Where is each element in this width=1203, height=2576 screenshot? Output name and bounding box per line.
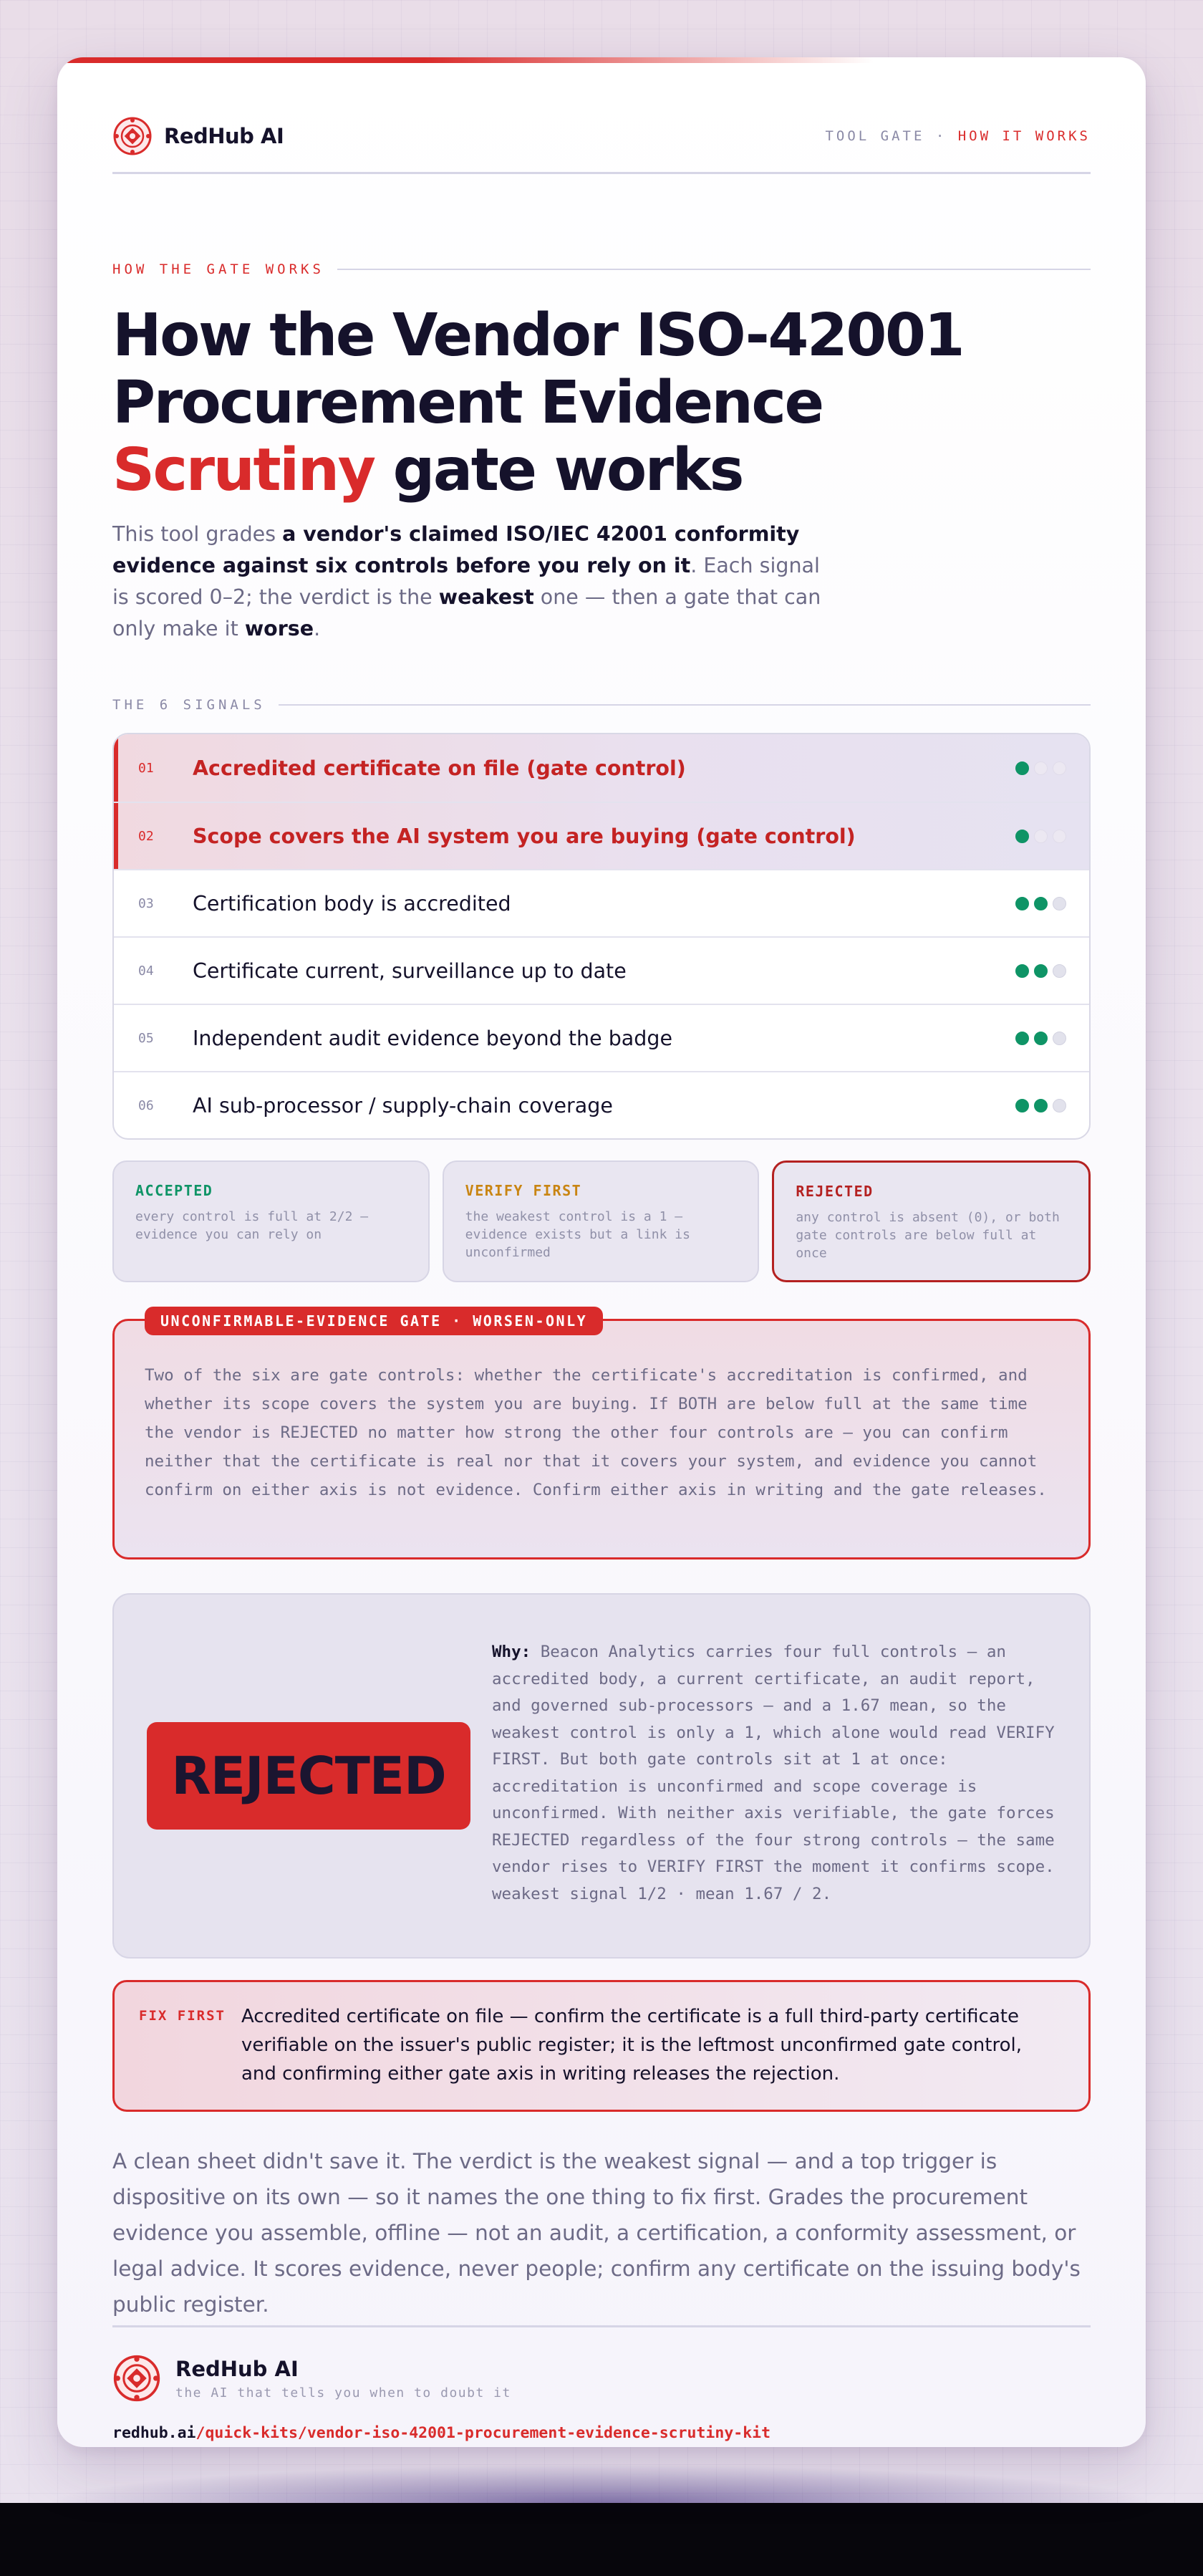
signal-row	[114, 802, 1089, 869]
signal-score-dots	[1015, 830, 1089, 843]
why-label: Why:	[492, 1643, 531, 1661]
eyebrow	[112, 261, 1091, 277]
score-dot-empty	[1053, 1032, 1066, 1045]
key-accepted-desc: every control is full at 2/2 — evidence you can rely on	[135, 1209, 369, 1242]
signal-number: 03	[138, 895, 154, 911]
lede-bold: a vendor's claimed ISO/IEC 42001 conformity evidence against six controls before you rely on it	[112, 522, 800, 577]
score-dot-empty	[1053, 1099, 1066, 1112]
gate-text: Two of the six are gate controls: whether the certificate's accreditation is confirmed, and whether its scope covers the system you are buying. If BOTH are below full at the same time the vendor is REJECTED no matter how strong the other four controls are — you can confirm neither that the certificate is real nor that it covers your system, and evidence you cannot confirm on either axis is not evidence. Confirm either axis in writing and the gate releases.	[145, 1366, 1047, 1499]
eyebrow-rule	[337, 269, 1091, 270]
title-line-1: How the Vendor ISO-42001	[112, 302, 964, 370]
gate-explainer	[112, 1312, 1091, 1559]
signal-row	[114, 734, 1089, 802]
brand-name: RedHub AI	[164, 124, 284, 148]
score-dot-filled	[1034, 1099, 1048, 1112]
score-dot-filled	[1015, 1099, 1029, 1112]
score-dot-filled	[1034, 897, 1048, 910]
lede-part: .	[314, 617, 321, 640]
breadcrumb-separator: ·	[924, 128, 958, 144]
bottom-bar	[0, 2503, 1203, 2576]
score-dot-empty	[1034, 761, 1048, 775]
signals-table	[112, 733, 1091, 1140]
signal-label: AI sub-processor / supply-chain coverage	[193, 1093, 613, 1118]
breadcrumb-prefix[interactable]: TOOL GATE	[825, 128, 925, 144]
score-dot-empty	[1053, 964, 1066, 978]
key-rejected	[772, 1160, 1091, 1282]
redhub-logo-icon	[112, 116, 153, 156]
brand[interactable]	[112, 116, 284, 156]
title-highlight: Scrutiny	[112, 436, 375, 504]
signal-row	[114, 1004, 1089, 1071]
page-title	[112, 302, 1091, 504]
verdict-stamp-text: REJECTED	[171, 1746, 446, 1806]
eyebrow-text: HOW THE GATE WORKS	[112, 261, 324, 277]
lede-bold: weakest	[438, 585, 534, 609]
signal-score-dots	[1015, 1099, 1089, 1112]
footer-brand[interactable]	[112, 2354, 511, 2403]
lede-bold: worse	[244, 617, 314, 640]
signal-label: Scope covers the AI system you are buying (gate control)	[193, 824, 856, 848]
signal-score-dots	[1015, 761, 1089, 775]
lede-part: one — then a gate that can only make it	[112, 585, 821, 640]
score-dot-empty	[1034, 830, 1048, 843]
key-verify-desc: the weakest control is a 1 — evidence exists but a link is unconfirmed	[465, 1209, 690, 1260]
gate-tag: UNCONFIRMABLE-EVIDENCE GATE · WORSEN-ONLY	[145, 1307, 603, 1335]
signals-label-rule	[279, 704, 1091, 706]
score-dot-empty	[1053, 897, 1066, 910]
signal-score-dots	[1015, 964, 1089, 978]
main-card	[57, 57, 1146, 2447]
closing-paragraph: A clean sheet didn't save it. The verdict is the weakest signal — and a top trigger is dispositive on its own — so it names the one thing to fix first. Grades the procurement evidence you assemble, offline — not an audit, a certification, a conformity assessment, or legal advice. It scores evidence, never people; confirm any certificate on the issuing body's public register.	[112, 2149, 1081, 2317]
redhub-logo-icon	[112, 2354, 161, 2403]
score-dot-filled	[1015, 830, 1029, 843]
signals-label-text: THE 6 SIGNALS	[112, 697, 266, 713]
verdict-panel	[112, 1593, 1091, 1959]
title-rest: gate works	[374, 436, 743, 504]
header-divider	[112, 172, 1091, 174]
score-dot-filled	[1034, 1032, 1048, 1045]
fix-first-tag: FIX FIRST	[139, 2008, 226, 2024]
score-dot-empty	[1053, 830, 1066, 843]
why-text: Beacon Analytics carries four full controls — an accredited body, a current certificate, an audit report, and governed sub-processors — and a 1.67 mean, so the weakest control is only a 1, which alone would read VERIFY FIRST. But both gate controls sit at 1 at once: accreditation is unconfirmed and scope coverage is unconfirmed. With neither axis verifiable, the gate forces REJECTED regardless of the four strong controls — the same vendor rises to VERIFY FIRST the moment it confirms scope. weakest signal 1/2 · mean 1.67 / 2.	[492, 1643, 1055, 1903]
signal-score-dots	[1015, 1032, 1089, 1045]
score-dot-filled	[1015, 897, 1029, 910]
score-dot-filled	[1015, 1032, 1029, 1045]
verdict-stamp	[147, 1722, 470, 1830]
header	[112, 110, 1091, 162]
footer-brand-text	[175, 2357, 511, 2400]
signal-label: Independent audit evidence beyond the badge	[193, 1026, 672, 1050]
title-line-2: Procurement Evidence	[112, 369, 823, 437]
lede	[112, 519, 836, 645]
lede-part: . Each signal is scored 0–2; the verdict is the	[112, 554, 820, 609]
key-accepted-title: ACCEPTED	[135, 1182, 213, 1199]
score-dot-empty	[1053, 761, 1066, 775]
breadcrumb-active[interactable]: HOW IT WORKS	[957, 128, 1091, 144]
signal-row	[114, 869, 1089, 936]
url-host: redhub.ai	[112, 2424, 196, 2442]
signal-row	[114, 936, 1089, 1004]
score-dot-filled	[1034, 964, 1048, 978]
verdict-keys	[112, 1160, 1091, 1282]
key-verify-title: VERIFY FIRST	[465, 1182, 582, 1199]
signal-label: Accredited certificate on file (gate control)	[193, 756, 686, 780]
breadcrumb	[825, 128, 1091, 144]
url-path: /quick-kits/vendor-iso-42001-procurement-evidence-scrutiny-kit	[195, 2424, 771, 2442]
signal-score-dots	[1015, 897, 1089, 910]
footer-brand-name: RedHub AI	[175, 2356, 299, 2381]
signals-section-label	[112, 697, 1091, 713]
score-dot-filled	[1015, 761, 1029, 775]
score-dot-filled	[1015, 964, 1029, 978]
fix-first-text: Accredited certificate on file — confirm the certificate is a full third-party certificate verifiable on the issuer's public register; it is the leftmost unconfirmed gate control, and confirming either gate axis in writing releases the rejection.	[241, 2006, 1022, 2085]
signal-number: 04	[138, 963, 154, 979]
signal-number: 01	[138, 760, 154, 776]
footer-divider	[112, 2325, 1091, 2327]
key-rejected-title: REJECTED	[796, 1183, 874, 1200]
footer-tagline: the AI that tells you when to doubt it	[175, 2385, 511, 2400]
verdict-why	[492, 1639, 1065, 1908]
signal-label: Certificate current, surveillance up to date	[193, 958, 627, 983]
signal-number: 05	[138, 1030, 154, 1046]
key-verify-first	[443, 1160, 760, 1282]
lede-part: This tool grades	[112, 522, 283, 546]
signal-label: Certification body is accredited	[193, 891, 511, 915]
signal-number: 02	[138, 828, 154, 844]
signal-number: 06	[138, 1097, 154, 1113]
signal-row	[114, 1071, 1089, 1138]
key-accepted	[112, 1160, 430, 1282]
key-rejected-desc: any control is absent (0), or both gate controls are below full at once	[796, 1210, 1060, 1261]
fix-first-box	[112, 1980, 1091, 2112]
kit-url-link[interactable]	[112, 2424, 770, 2442]
